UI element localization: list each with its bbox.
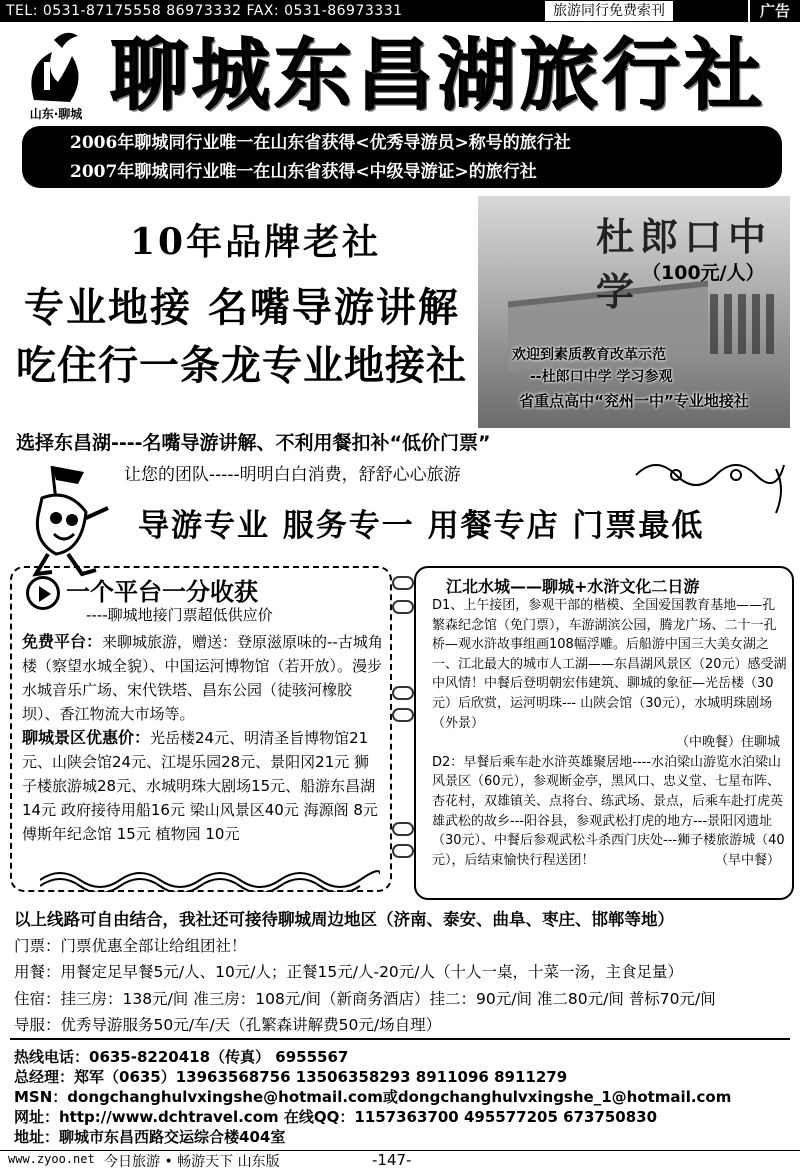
footer-url: www.zyoo.net — [8, 1152, 95, 1166]
binder-rings — [386, 574, 422, 890]
left-panel-subheading: ----聊城地接门票超低供应价 — [86, 606, 273, 624]
contact-hotline: 热线电话：0635-8220418（传真） 6955567 — [14, 1048, 349, 1066]
binder-ring-icon — [392, 576, 414, 590]
school-photo — [478, 196, 790, 428]
contact-website: 网址：http://www.dchtravel.com 在线QQ：1157363700 495577205 673750830 — [14, 1108, 658, 1126]
left-panel-heading: 一个平台一分收获 — [66, 577, 258, 606]
binder-ring-icon — [392, 844, 414, 858]
contact-msn: MSN：dongchanghulvxingshe@hotmail.com或dongchanghulvxingshe_1@hotmail.com — [14, 1088, 732, 1106]
contact-line: TEL: 0531-87175558 86973332 FAX: 0531-86973331 — [6, 3, 403, 19]
photo-caption: --杜郎口中学 学习参观 — [530, 369, 673, 385]
honor-line: 2007年聊城同行业唯一在山东省获得<中级导游证>的旅行社 — [70, 162, 537, 182]
slogan-professional: 专业地接 名嘴导游讲解 — [24, 284, 460, 331]
contact-address: 地址：聊城市东昌西路交运综合楼404室 — [14, 1128, 286, 1146]
page-title: 聊城东昌湖旅行社 — [110, 31, 767, 121]
binder-ring-icon — [392, 600, 414, 614]
slogan-years: 10年品牌老社 — [130, 221, 382, 263]
agency-logo — [14, 26, 98, 122]
free-combination-note: 以上线路可自由结合，我社还可接待聊城周边地区（济南、泰安、曲阜、枣庄、邯郸等地） — [14, 910, 674, 929]
footer-slogan: 今日旅游 • 畅游天下 山东版 — [104, 1154, 280, 1170]
team-line: 让您的团队-----明明白白消费，舒舒心心旅游 — [124, 465, 461, 485]
binder-ring-icon — [392, 708, 414, 722]
logo-caption: 山东·聊城 — [29, 107, 83, 121]
contact-manager: 总经理：郑军（0635）13963568756 13506358293 8911096 8911279 — [14, 1068, 568, 1086]
honor-line: 2006年聊城同行业唯一在山东省获得<优秀导游员>称号的旅行社 — [70, 133, 571, 153]
binder-ring-icon — [392, 686, 414, 700]
photo-price: （100元/人） — [642, 262, 765, 284]
binder-ring-icon — [392, 822, 414, 836]
left-panel-body — [22, 630, 384, 846]
free-platform-label: 免费平台： — [22, 632, 103, 651]
honors-banner — [22, 126, 782, 188]
itinerary-day2: D2：早餐后乘车赴水浒英雄聚居地----水泊梁山游览水泊梁山风景区（60元），参观断金亭，黑风口、忠义堂、七星布阵、杏花村，双雄镇关、点将台、练武场、景点，后乘车赴打虎英雄武松的故乡---阳谷县，参观武松打虎的地方---景阳冈遗址（30元）、中餐后参观武松斗杀西门庆处---狮子楼旅游城（40元），后结束愉快行程送团！ — [432, 754, 785, 868]
decorative-border-icon — [40, 866, 380, 892]
day1-meals: （中晚餐）住聊城 — [675, 735, 780, 751]
right-panel-heading: 江北水城——聊城+水浒文化二日游 — [446, 577, 700, 596]
info-lodging: 住宿：挂三房：138元/间 准三房：108元/间（新商务酒店）挂二：90元/间 准二80元/间 普标70元/间 — [14, 990, 716, 1008]
info-meals: 用餐：用餐定足早餐5元/人、10元/人；正餐15元/人-20元/人（十人一桌，十菜一汤，主食足量） — [14, 963, 684, 981]
day2-meals: （早中餐） — [714, 853, 780, 869]
itinerary — [432, 596, 788, 871]
page-footer — [0, 1150, 800, 1172]
free-platform-text: 来聊城旅游，赠送：登原滋原味的--古城角楼（察望水城全貌）、中国运河博物馆（若开放）。漫步水城音乐广场、宋代铁塔、昌东公园（徒骇河橡胶坝）、香江物流大市场等。 — [22, 633, 383, 723]
photo-caption: 欢迎到素质教育改革示范 — [512, 347, 666, 363]
arrow-right-icon — [26, 576, 60, 610]
choose-line: 选择东昌湖----名嘴导游讲解、不利用餐扣补“低价门票” — [16, 432, 491, 454]
ad-badge: 广告 — [748, 0, 800, 22]
photo-sign: 杜郎口中学 — [596, 214, 773, 314]
page-number: -147- — [372, 1151, 412, 1169]
mascot-icon — [12, 458, 122, 580]
itinerary-day1: D1、上午接团，参观干部的楷模、全国爱国教育基地——孔繁森纪念馆（免门票），车游湖滨公园，腾龙广场、二十一孔桥—观水浒故事组画108幅浮雕。后船游中国三大美女湖之一、江北最大的城市人工湖——东昌湖风景区（20元）感受湖中风情！中餐后登明朝宏伟建筑、聊城的象征—光岳楼（30元）后欣赏，运河明珠--- 山陕会馆（30元），水城明珠剧场（外景） — [432, 598, 787, 731]
slogan-one-stop: 吃住行一条龙专业地接社 — [16, 342, 467, 389]
service-motto: 导游专业 服务专一 用餐专店 门票最低 — [138, 508, 705, 544]
index-label: 旅游同行免费索刊 — [545, 1, 673, 21]
discount-label: 聊城景区优惠价： — [22, 728, 151, 747]
discount-text: 光岳楼24元、明清圣旨博物馆21元、山陕会馆24元、江堤乐园28元、景阳冈21元 狮子楼旅游城28元、水城明珠大剧场15元、船游东昌湖14元 政府接待用船16元 梁山风景区40元 海源阁 8元 傅斯年纪念馆 15元 植物园 10元 — [22, 729, 378, 843]
photo-caption: 省重点高中“兖州一中”专业地接社 — [519, 392, 749, 410]
info-guide: 导服：优秀导游服务50元/车/天（孔繁森讲解费50元/场自理） — [14, 1016, 442, 1034]
divider — [10, 1038, 790, 1040]
info-tickets: 门票：门票优惠全部让给组团社！ — [14, 937, 247, 955]
header-bar — [0, 0, 800, 22]
